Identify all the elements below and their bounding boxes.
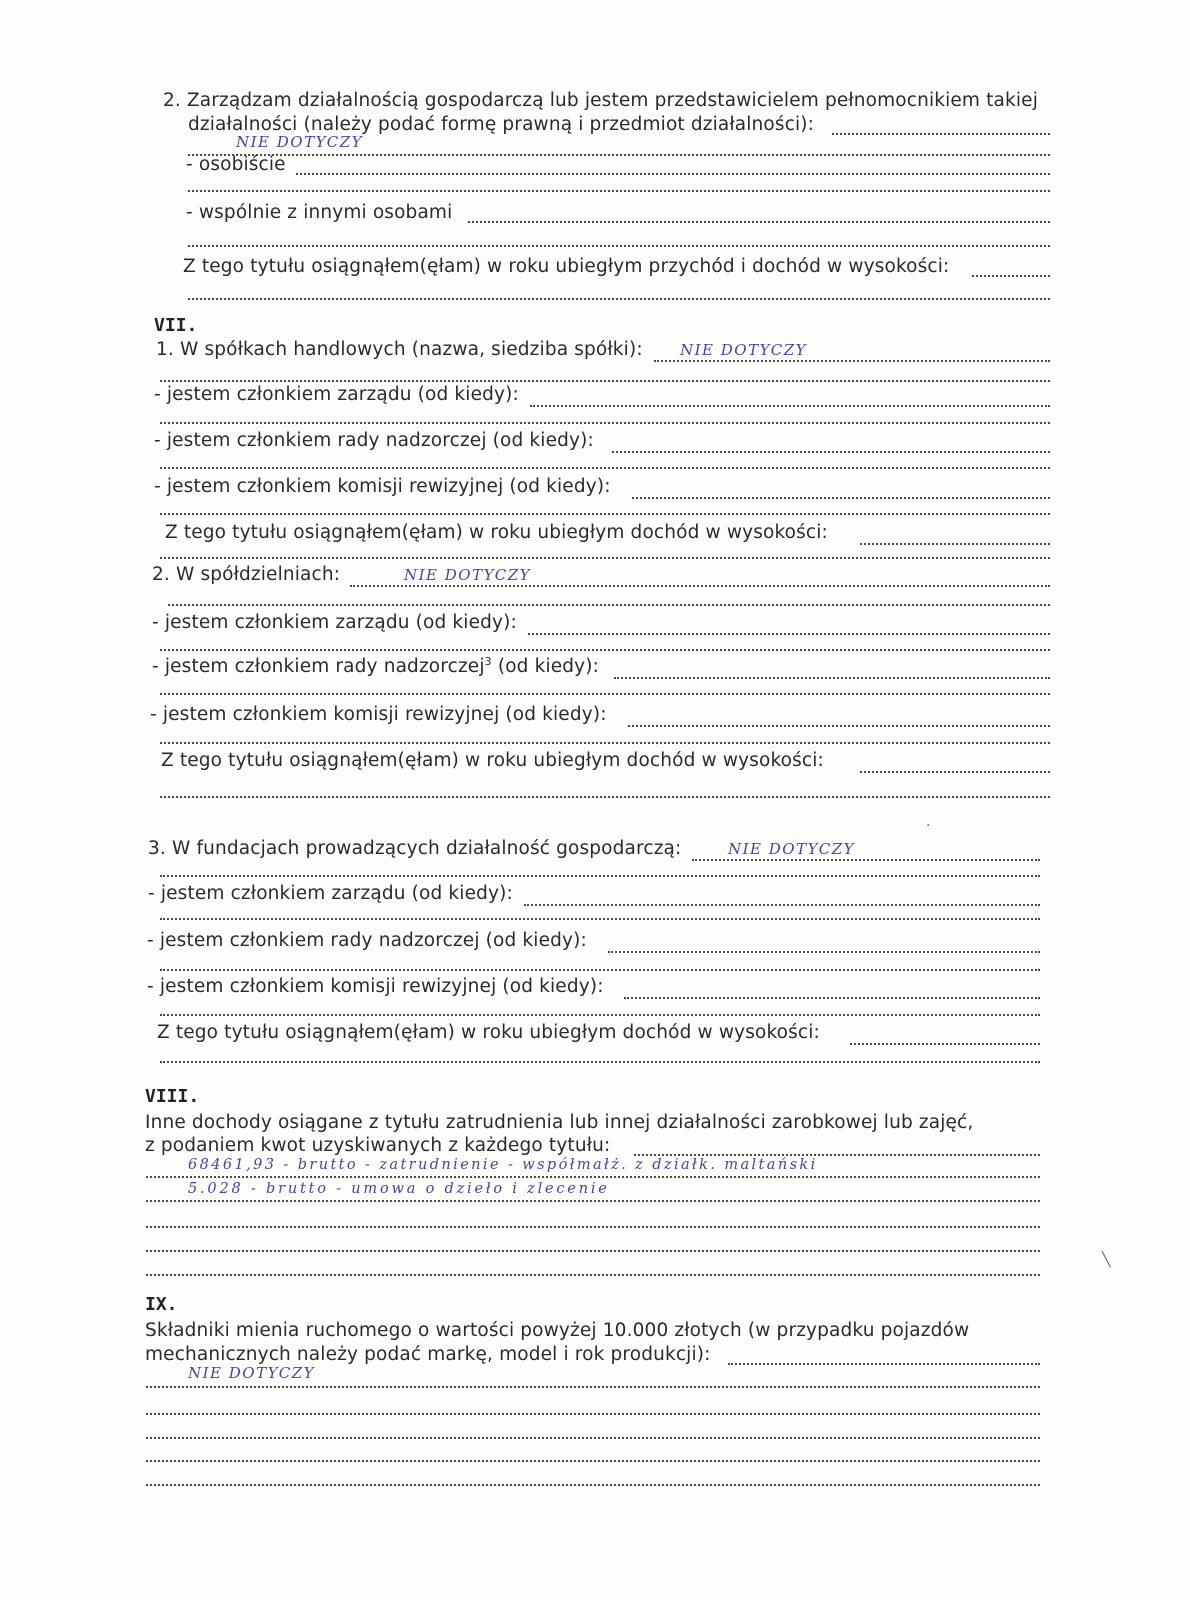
fill-line: [160, 557, 1050, 559]
vii2-income-line: Z tego tytułu osiągnąłem(ęłam) w roku ubiegłym dochód w wysokości:: [161, 750, 824, 771]
item2-business-text-line2: działalności (należy podać formę prawną i przedmiot działalności):: [188, 114, 815, 135]
handwritten-answer-companies: NIE DOTYCZY: [680, 341, 808, 359]
fill-line: [188, 190, 1050, 192]
fill-line: [160, 918, 1040, 920]
fill-line: [654, 360, 1050, 362]
fill-line: [188, 245, 1050, 247]
fill-line: [160, 796, 1050, 798]
vii3-foundation-label: 3. W fundacjach prowadzących działalność gospodarczą:: [148, 838, 682, 859]
vii1-income-line: Z tego tytułu osiągnąłem(ęłam) w roku ubiegłym dochód w wysokości:: [165, 522, 828, 543]
fill-line: [614, 677, 1050, 679]
wspolnie-label: - wspólnie z innymi osobami: [186, 202, 453, 223]
vii3-komisja-label: - jestem członkiem komisji rewizyjnej (od kiedy):: [147, 976, 604, 997]
fill-line: [146, 1250, 1040, 1252]
fill-line: [692, 859, 1040, 861]
fill-line: [160, 693, 1050, 695]
fill-line: [146, 1413, 1040, 1415]
vii1-rada-label: - jestem członkiem rady nadzorczej (od kiedy):: [154, 430, 594, 451]
section-viii-heading: VIII.: [145, 1086, 200, 1107]
viii-text-line2: z podaniem kwot uzyskiwanych z każdego tytułu:: [145, 1135, 611, 1156]
fill-line: [146, 1176, 1040, 1178]
fill-line: [530, 405, 1050, 407]
handwritten-income-line1: 68461,93 - brutto - zatrudnienie - współmałż. z działk. maltański: [188, 1157, 818, 1173]
vii3-zarzad-label: - jestem członkiem zarządu (od kiedy):: [148, 883, 513, 904]
fill-line: [608, 951, 1040, 953]
fill-line: [188, 154, 1050, 156]
handwritten-answer-business: NIE DOTYCZY: [236, 133, 364, 151]
ix-text-line2: mechanicznych należy podać markę, model i rok produkcji):: [145, 1344, 711, 1365]
fill-line: [528, 633, 1050, 635]
fill-line: [612, 451, 1050, 453]
fill-line: [160, 380, 1050, 382]
handwritten-answer-foundation: NIE DOTYCZY: [728, 840, 856, 858]
fill-line: [160, 742, 1050, 744]
fill-line: [146, 1200, 1040, 1202]
fill-line: [972, 275, 1050, 277]
vii2-komisja-label: - jestem członkiem komisji rewizyjnej (od kiedy):: [150, 704, 607, 725]
fill-line: [160, 875, 1040, 877]
fill-line: [188, 298, 1050, 300]
scan-speck: ·: [926, 818, 931, 834]
fill-line: [160, 513, 1050, 515]
vii3-income-line: Z tego tytułu osiągnąłem(ęłam) w roku ubiegłym dochód w wysokości:: [157, 1022, 820, 1043]
vii1-komisja-label: - jestem członkiem komisji rewizyjnej (od kiedy):: [154, 476, 611, 497]
fill-line: [860, 771, 1050, 773]
vii1-zarzad-label: - jestem członkiem zarządu (od kiedy):: [154, 384, 519, 405]
section-ix-heading: IX.: [145, 1294, 178, 1315]
osobiscie-label: - osobiście: [186, 154, 286, 175]
fill-line: [146, 1460, 1040, 1462]
fill-line: [146, 1274, 1040, 1276]
fill-line: [146, 1437, 1040, 1439]
fill-line: [296, 173, 1050, 175]
fill-line: [628, 725, 1050, 727]
fill-line: [160, 1061, 1040, 1063]
vii3-rada-label: - jestem członkiem rady nadzorczej (od kiedy):: [147, 930, 587, 951]
fill-line: [146, 1386, 1040, 1388]
income-line-business: Z tego tytułu osiągnąłem(ęłam) w roku ubiegłym przychód i dochód w wysokości:: [183, 256, 950, 277]
fill-line: [524, 904, 1040, 906]
viii-text-line1: Inne dochody osiągane z tytułu zatrudnienia lub innej działalności zarobkowej lub zajęć,: [145, 1112, 974, 1133]
vii1-companies-label: 1. W spółkach handlowych (nazwa, siedziba spółki):: [156, 339, 643, 360]
fill-line: [850, 1043, 1040, 1045]
item2-business-text-line1: 2. Zarządzam działalnością gospodarczą lub jestem przedstawicielem pełnomocnikiem takiej: [163, 90, 1038, 111]
fill-line: [160, 422, 1050, 424]
fill-line: [632, 497, 1050, 499]
fill-line: [350, 585, 1050, 587]
handwritten-income-line2: 5.028 - brutto - umowa o dzieło i zlecenie: [188, 1181, 610, 1197]
fill-line: [468, 221, 1050, 223]
fill-line: [168, 604, 1050, 606]
fill-line: [860, 543, 1050, 545]
fill-line: [160, 467, 1050, 469]
fill-line: [160, 969, 1040, 971]
vii2-coop-label: 2. W spółdzielniach:: [152, 564, 341, 585]
fill-line: [160, 1014, 1040, 1016]
fill-line: [832, 133, 1050, 135]
handwritten-answer-coop: NIE DOTYCZY: [404, 566, 532, 584]
scan-speck: ╲: [1102, 1252, 1111, 1268]
handwritten-answer-movables: NIE DOTYCZY: [188, 1364, 316, 1382]
vii2-rada-label: - jestem członkiem rady nadzorczej$^3$ (od kiedy):: [152, 655, 600, 677]
fill-line: [160, 649, 1050, 651]
fill-line: [146, 1226, 1040, 1228]
fill-line: [624, 997, 1040, 999]
fill-line: [728, 1363, 1040, 1365]
section-vii-heading: VII.: [154, 315, 198, 336]
ix-text-line1: Składniki mienia ruchomego o wartości powyżej 10.000 złotych (w przypadku pojazdów: [145, 1320, 970, 1341]
fill-line: [146, 1484, 1040, 1486]
vii2-zarzad-label: - jestem członkiem zarządu (od kiedy):: [152, 612, 517, 633]
footnote-marker: 3: [484, 655, 492, 668]
